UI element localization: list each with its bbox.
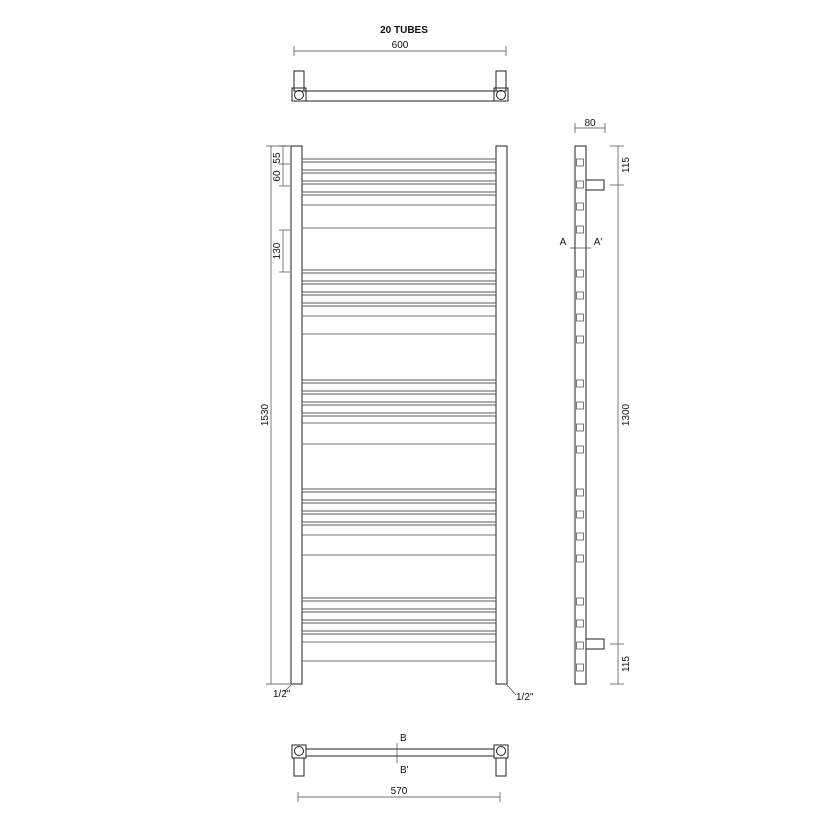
side-tube-4 — [577, 226, 584, 233]
tube-15 — [302, 511, 496, 514]
side-tube-19 — [577, 642, 584, 649]
height-dimension — [260, 146, 290, 684]
side-tube-1 — [577, 159, 584, 166]
wall-brackets — [586, 180, 604, 649]
tube-18 — [302, 609, 496, 612]
side-tube-15 — [577, 533, 584, 540]
bottom-width-dimension — [298, 786, 500, 802]
tube-10 — [302, 391, 496, 394]
side-tube-2 — [577, 181, 584, 188]
top-offset-label: 115 — [621, 157, 632, 173]
side-tube-7 — [577, 314, 584, 321]
section-a-prime-label: A' — [593, 237, 603, 248]
tube-8 — [302, 303, 496, 306]
section-b-label: B — [400, 733, 407, 744]
side-tube-11 — [577, 424, 584, 431]
side-tube-3 — [577, 203, 584, 210]
side-tube-16 — [577, 555, 584, 562]
tube-20 — [302, 631, 496, 634]
side-tube-6 — [577, 292, 584, 299]
connection-callouts — [273, 685, 534, 703]
inlet-left-icon — [295, 91, 304, 100]
side-tube-5 — [577, 270, 584, 277]
side-tube-13 — [577, 489, 584, 496]
tube-1 — [302, 159, 496, 162]
tube-count-label: 20 TUBES — [380, 25, 428, 36]
tube-9 — [302, 380, 496, 383]
side-tube-20 — [577, 664, 584, 671]
bottom-view — [292, 733, 508, 802]
depth-dimension — [575, 118, 605, 133]
tube-7 — [302, 292, 496, 295]
front-tubes — [302, 159, 496, 661]
section-b-prime-label: B' — [400, 765, 409, 776]
bracket-top — [586, 180, 604, 190]
tube-14 — [302, 500, 496, 503]
top-width-label: 600 — [391, 40, 409, 51]
side-dimensions — [610, 146, 632, 684]
top-gap-label-b: 60 — [272, 170, 283, 182]
section-a-marker — [560, 237, 603, 248]
tube-17 — [302, 598, 496, 601]
front-view — [260, 146, 534, 703]
bracket-bottom — [586, 639, 604, 649]
tube-6 — [302, 281, 496, 284]
left-rail — [291, 146, 302, 684]
centers-label: 1300 — [621, 403, 632, 427]
tube-4 — [302, 192, 496, 195]
connection-right-label: 1/2" — [516, 692, 534, 703]
side-tube-10 — [577, 402, 584, 409]
group-gap-dimension — [272, 230, 290, 272]
tube-16 — [302, 522, 496, 525]
side-view — [560, 118, 632, 684]
bottom-offset-label: 115 — [621, 656, 632, 672]
outlet-right-icon — [497, 747, 506, 756]
inlet-right-icon — [497, 91, 506, 100]
top-view-outline — [292, 71, 508, 101]
section-a-label: A — [559, 237, 567, 248]
top-width-dimension — [294, 40, 506, 56]
side-tube-sections — [577, 159, 584, 671]
tube-2 — [302, 170, 496, 173]
tube-5 — [302, 270, 496, 273]
bottom-width-label: 570 — [390, 786, 408, 797]
depth-label: 80 — [584, 118, 596, 129]
connection-left-label: 1/2" — [273, 689, 291, 700]
height-label: 1530 — [260, 403, 271, 427]
top-gap-dimensions — [272, 146, 290, 186]
side-tube-17 — [577, 598, 584, 605]
right-rail — [496, 146, 507, 684]
top-view — [292, 25, 508, 101]
section-b-marker — [397, 733, 409, 776]
tube-3 — [302, 181, 496, 184]
outlet-left-icon — [295, 747, 304, 756]
group-gap-label: 130 — [272, 242, 283, 260]
top-gap-label-a: 55 — [272, 152, 283, 164]
side-tube-12 — [577, 446, 584, 453]
side-tube-14 — [577, 511, 584, 518]
tube-11 — [302, 402, 496, 405]
tube-13 — [302, 489, 496, 492]
side-tube-9 — [577, 380, 584, 387]
tube-19 — [302, 620, 496, 623]
side-tube-8 — [577, 336, 584, 343]
tube-12 — [302, 413, 496, 416]
side-tube-18 — [577, 620, 584, 627]
